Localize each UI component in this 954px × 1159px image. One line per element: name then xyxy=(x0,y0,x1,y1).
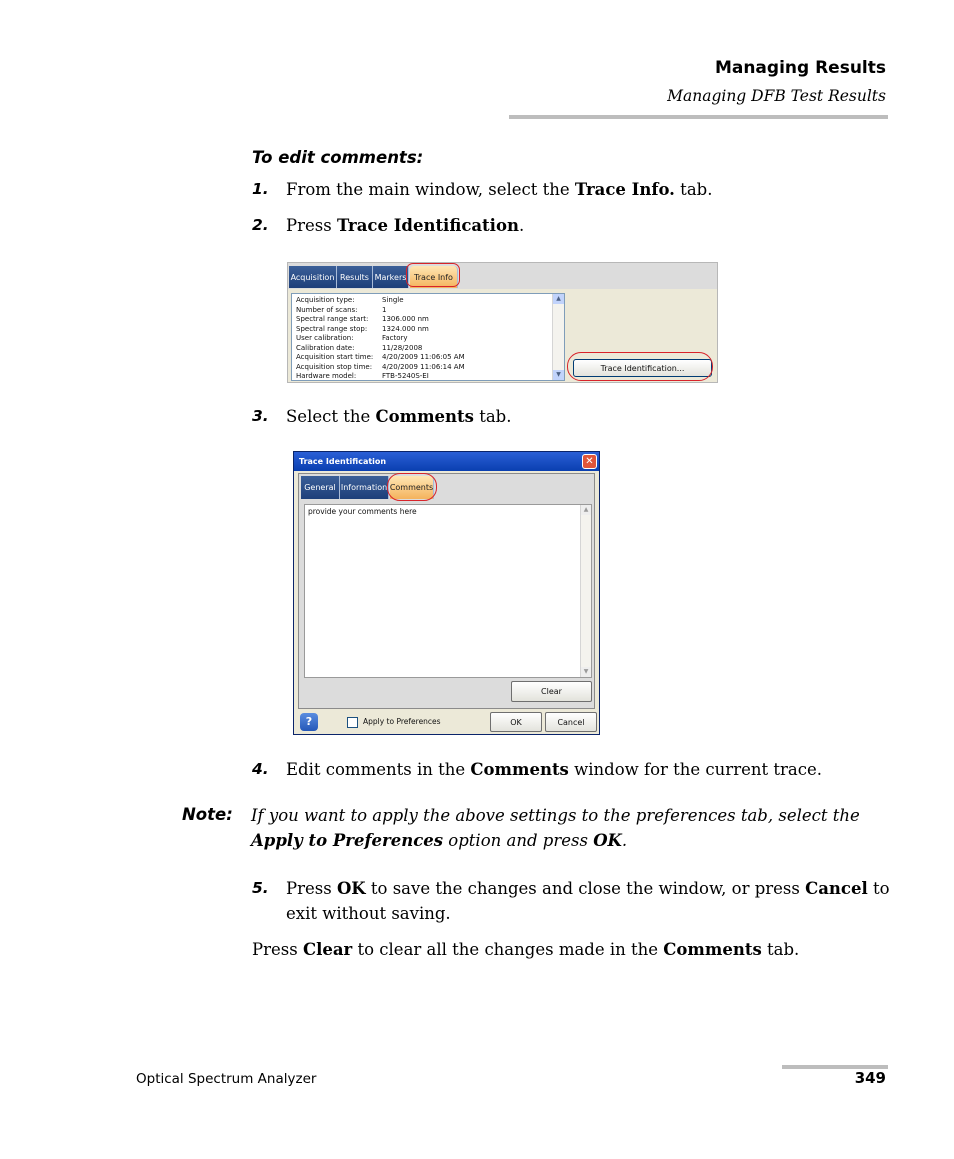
note-text: If you want to apply the above settings to the preferences tab, select the Apply to Preferences option and press OK. xyxy=(251,806,860,850)
comments-text: provide your comments here xyxy=(308,507,417,516)
info-row: User calibration: Factory xyxy=(296,334,408,342)
highlight-ring-comments xyxy=(387,473,437,501)
tab-comments[interactable]: Comments xyxy=(390,476,434,499)
step-4-number: 4. xyxy=(252,760,269,778)
step-1-text: From the main window, select the Trace Info. tab. xyxy=(286,180,713,199)
scroll-down-icon[interactable]: ▼ xyxy=(553,370,564,380)
ok-button[interactable]: OK xyxy=(490,712,542,732)
scroll-down-icon[interactable]: ▼ xyxy=(581,667,591,677)
clear-button[interactable]: Clear xyxy=(511,681,592,702)
trace-info-list[interactable] xyxy=(291,293,565,381)
tab-results[interactable]: Results xyxy=(337,266,373,288)
step-5-text: Press OK to save the changes and close the window, or press Cancel to exit without saving. xyxy=(286,879,890,923)
close-icon[interactable]: ✕ xyxy=(582,454,597,469)
info-row: Calibration date: 11/28/2008 xyxy=(296,343,423,352)
scroll-up-icon[interactable]: ▲ xyxy=(581,505,591,515)
vertical-scrollbar[interactable] xyxy=(552,294,564,380)
running-header-subtitle: Managing DFB Test Results xyxy=(667,87,886,105)
help-icon[interactable]: ? xyxy=(300,713,318,731)
info-row: Spectral range start: 1306.000 nm xyxy=(296,315,429,323)
step-2-number: 2. xyxy=(252,216,269,234)
step-3-number: 3. xyxy=(252,407,269,425)
tab-information[interactable]: Information xyxy=(340,476,389,499)
tab-markers[interactable]: Markers xyxy=(373,266,409,288)
note-label: Note: xyxy=(182,805,233,824)
closing-paragraph: Press Clear to clear all the changes made in the Comments tab. xyxy=(252,940,800,959)
trace-identification-dialog xyxy=(293,451,600,735)
step-5-number: 5. xyxy=(252,879,269,897)
trace-identification-button[interactable]: Trace Identification... xyxy=(573,359,712,377)
highlight-ring-trace-info xyxy=(406,263,460,287)
scroll-up-icon[interactable]: ▲ xyxy=(553,294,564,304)
info-row: Hardware model: FTB-5240S-EI xyxy=(296,372,429,380)
procedure-title: To edit comments: xyxy=(252,148,424,167)
page-number: 349 xyxy=(854,1069,886,1087)
info-row: Acquisition stop time: 4/20/2009 11:06:14 AM xyxy=(296,362,465,371)
footer-product-name: Optical Spectrum Analyzer xyxy=(136,1071,317,1087)
cancel-button[interactable]: Cancel xyxy=(545,712,597,732)
dialog-title: Trace Identification xyxy=(294,452,599,471)
info-row: Number of scans: 1 xyxy=(296,305,387,314)
highlight-ring-trace-identification xyxy=(567,352,713,381)
info-row: Acquisition start time: 4/20/2009 11:06:05 AM xyxy=(296,353,465,361)
step-2-text: Press Trace Identification. xyxy=(286,216,525,235)
comments-textarea[interactable] xyxy=(304,504,592,678)
step-4-text: Edit comments in the Comments window for the current trace. xyxy=(286,760,822,779)
dialog-body xyxy=(298,473,595,709)
tab-general[interactable]: General xyxy=(301,476,340,499)
step-3-text: Select the Comments tab. xyxy=(286,407,512,426)
apply-to-preferences-checkbox[interactable] xyxy=(347,717,358,728)
step-1-number: 1. xyxy=(252,180,269,198)
dialog-bottom-bar xyxy=(294,710,599,734)
header-rule xyxy=(509,115,888,119)
info-row: Acquisition type: Single xyxy=(296,296,404,304)
running-header-title: Managing Results xyxy=(714,58,886,78)
apply-to-preferences-label: Apply to Preferences xyxy=(363,717,441,726)
trace-info-screenshot xyxy=(287,262,718,383)
tab-trace-info[interactable]: Trace Info xyxy=(410,266,458,288)
tab-acquisition[interactable]: Acquisition xyxy=(289,266,337,288)
comments-scrollbar[interactable] xyxy=(580,505,591,677)
info-row: Spectral range stop: 1324.000 nm xyxy=(296,324,429,333)
